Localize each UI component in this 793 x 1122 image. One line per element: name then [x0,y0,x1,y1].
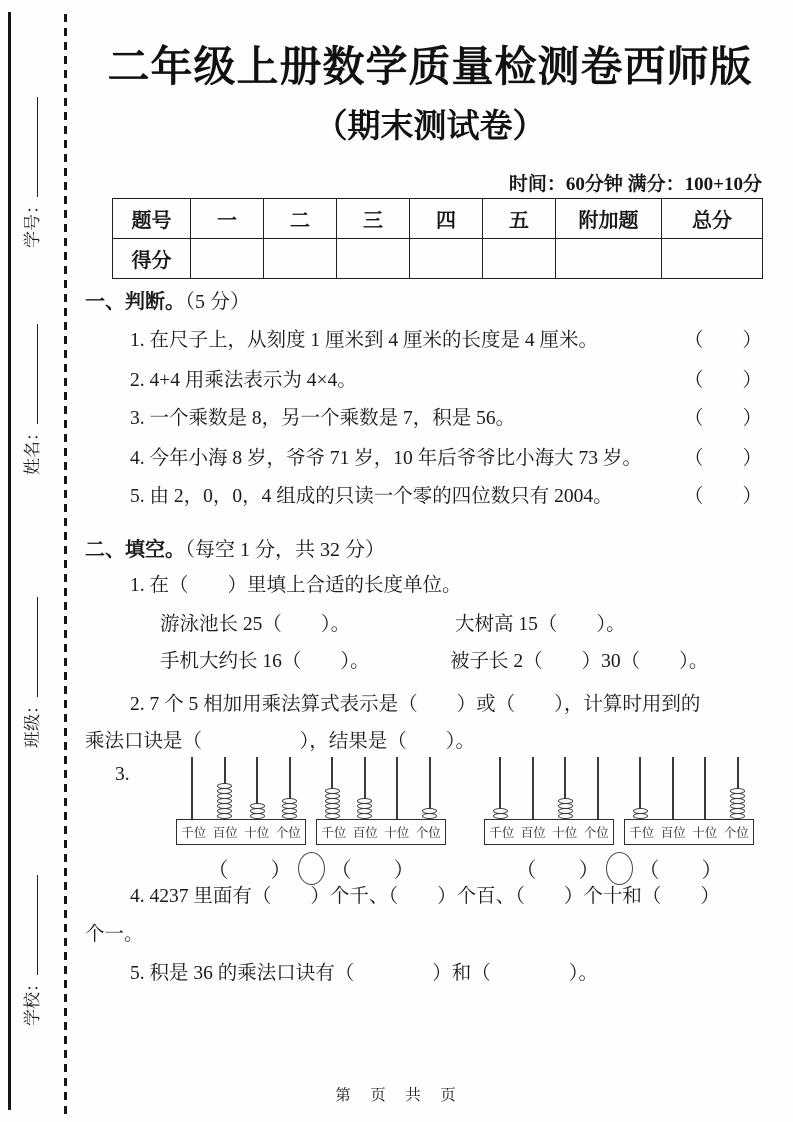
abacus-rod [354,757,376,819]
time-score-info: 时间：60分钟 满分：100+10分 [508,174,762,195]
abacus-rod [629,757,651,819]
name-blank [23,324,38,424]
judge-item-3 [130,406,762,432]
abacus-rod [386,757,408,819]
compare-circle [298,852,325,885]
abacus-rod [419,757,441,819]
page-subtitle: （期末测试卷） [314,107,546,144]
judge-item-text: 5. 由 2，0，0，4 组成的只读一个零的四位数只有 2004。 [130,486,613,507]
compare-blank: （ ） [330,857,415,882]
abacus-bead [325,813,340,819]
page-edge-line [8,12,11,1110]
seal-dashed-line [64,14,67,1114]
abacus-unit-3 [484,757,614,845]
fill-blank-tree: 大树高 15（ ）。 [455,614,626,635]
place-value-label: 千位 [489,826,515,840]
place-value-label: 个位 [723,826,749,840]
abacus-rod [662,757,684,819]
place-value-label: 千位 [321,826,347,840]
score-table-score-row [113,239,763,279]
abacus-rod [321,757,343,819]
score-cell-empty [191,239,264,279]
student-id-label: 学号： [23,197,42,248]
abacus-unit-1 [176,757,306,845]
answer-blank: （ ） [683,408,762,429]
page-title: 二年级上册数学质量检测卷西师版 [107,43,753,90]
abacus-rod [522,757,544,819]
fill-blank-pool: 游泳池长 25（ ）。 [160,614,351,635]
abacus-bead [217,813,232,819]
score-cell-empty [662,239,763,279]
judge-item-text: 3. 一个乘数是 8，另一个乘数是 7，积是 56。 [130,408,516,429]
score-table-header-row [113,199,763,239]
abacus-bead [250,813,265,819]
score-cell-empty [337,239,410,279]
place-value-label: 千位 [181,826,207,840]
abacus-rod [279,757,301,819]
class-blank [23,597,38,697]
abacus-bead [633,813,648,819]
abacus-rods [484,757,614,819]
place-value-label: 十位 [692,826,718,840]
place-value-label: 百位 [352,826,378,840]
score-header-cell: 总分 [662,199,763,239]
place-value-label: 个位 [275,826,301,840]
place-value-label: 十位 [552,826,578,840]
section-one-heading [85,285,250,314]
abacus-place-box [176,819,306,845]
abacus-figure [176,757,754,885]
judge-item-text: 1. 在尺子上，从刻度 1 厘米到 4 厘米的长度是 4 厘米。 [130,330,599,351]
seal-field-class [18,578,42,748]
judge-item-1 [130,328,762,354]
abacus-bead [422,813,437,819]
place-value-label: 百位 [212,826,238,840]
seal-field-school [18,856,42,1026]
fill-item-1-line-2 [160,649,709,675]
abacus-place-box [316,819,446,845]
score-header-cell: 三 [337,199,410,239]
judge-item-5 [130,484,762,510]
fill-item-5: 5. 积是 36 的乘法口诀有（ ）和（ ）。 [130,963,599,984]
abacus-bead [282,813,297,819]
score-cell-empty [556,239,662,279]
abacus-rod [214,757,236,819]
abacus-rod [246,757,268,819]
fill-blank-phone: 手机大约长 16（ ）。 [160,651,370,672]
score-cell-empty [264,239,337,279]
place-value-label: 个位 [415,826,441,840]
section-one-title: 一、判断。 [85,291,185,313]
seal-field-name [18,305,42,475]
fill-item-2-line-2: 乘法口诀是（ ），结果是（ ）。 [85,731,476,752]
fill-item-2-line-1: 2. 7 个 5 相加用乘法算式表示是（ ）或（ ），计算时用到的 [130,694,701,715]
abacus-rod [727,757,749,819]
abacus-bead [493,813,508,819]
place-value-label: 十位 [244,826,270,840]
fill-item-4-line-2: 个一。 [85,924,144,945]
abacus-pair-right [484,757,754,885]
section-two-heading [85,533,385,562]
seal-field-student-id [18,78,42,248]
abacus-pair-left [176,757,446,885]
abacus-rods [624,757,754,819]
fill-blank-quilt: 被子长 2（ ）30（ ）。 [450,651,709,672]
abacus-rod [181,757,203,819]
abacus-place-box [484,819,614,845]
school-label: 学校： [23,975,42,1026]
judge-item-4 [130,446,762,472]
section-one-points: （5 分） [185,291,250,313]
place-value-label: 千位 [629,826,655,840]
abacus-rod [554,757,576,819]
compare-row-right [484,852,754,885]
judge-item-text: 4. 今年小海 8 岁，爷爷 71 岁，10 年后爷爷比小海大 73 岁。 [130,448,642,469]
compare-blank: （ ） [207,857,292,882]
page-footer: 第 页 共 页 [335,1087,458,1104]
compare-blank: （ ） [638,857,723,882]
abacus-rod [694,757,716,819]
judge-item-text: 2. 4+4 用乘法表示为 4×4。 [130,370,357,391]
compare-blank: （ ） [515,857,600,882]
judge-item-2 [130,368,762,394]
answer-blank: （ ） [683,330,762,351]
abacus-bead [558,813,573,819]
score-header-cell: 五 [483,199,556,239]
abacus-rods [176,757,306,819]
student-id-blank [23,97,38,197]
score-header-cell: 附加题 [556,199,662,239]
answer-blank: （ ） [683,448,762,469]
section-two-title: 二、填空。 [85,539,185,561]
score-header-cell: 四 [410,199,483,239]
answer-blank: （ ） [683,486,762,507]
score-table [112,198,763,279]
place-value-label: 百位 [660,826,686,840]
fill-item-3-number: 3. [115,764,130,785]
abacus-bead [357,813,372,819]
score-row-label: 得分 [113,239,191,279]
name-label: 姓名： [23,424,42,475]
abacus-bead [730,813,745,819]
compare-row-left [176,852,446,885]
score-header-cell: 题号 [113,199,191,239]
fill-item-4-line-1: 4. 4237 里面有（ ）个千、（ ）个百、（ ）个十和（ ） [130,886,720,907]
fill-item-1: 1. 在（ ）里填上合适的长度单位。 [130,575,462,596]
score-header-cell: 一 [191,199,264,239]
place-value-label: 十位 [384,826,410,840]
school-blank [23,875,38,975]
place-value-label: 个位 [583,826,609,840]
score-cell-empty [410,239,483,279]
abacus-unit-2 [316,757,446,845]
compare-circle [606,852,633,885]
abacus-rods [316,757,446,819]
score-cell-empty [483,239,556,279]
abacus-unit-4 [624,757,754,845]
section-two-points: （每空 1 分，共 32 分） [185,539,385,561]
place-value-label: 百位 [520,826,546,840]
abacus-rod [587,757,609,819]
abacus-rod [489,757,511,819]
abacus-place-box [624,819,754,845]
answer-blank: （ ） [683,370,762,391]
fill-item-1-line-1 [160,612,626,638]
class-label: 班级： [23,697,42,748]
score-header-cell: 二 [264,199,337,239]
